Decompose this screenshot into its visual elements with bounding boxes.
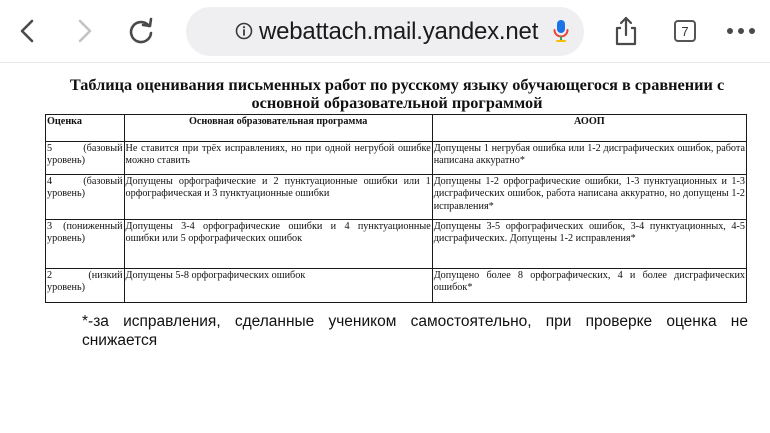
header-aoop: АООП (432, 115, 746, 142)
table-row (46, 142, 747, 175)
share-icon (613, 16, 639, 46)
footnote: *-за исправления, сделанные учеником самостоятельно, при проверке оценка не снижается (82, 313, 748, 349)
table-row (46, 175, 747, 220)
forward-arrow-icon (73, 18, 95, 44)
share-button[interactable] (609, 14, 643, 48)
aoop-cell: Допущено более 8 орфографических, 4 и более дисграфических ошибок* (432, 269, 746, 303)
back-arrow-icon (17, 18, 39, 44)
grade-cell: 4 (базовый уровень) (46, 175, 125, 220)
reload-icon (127, 17, 155, 45)
aoop-cell: Допущены 1-2 орфографические ошибки, 1-3 пунктуационных и 1-3 дисграфических ошибок, работа написана аккуратно, но допущены 1-2 исправления* (432, 175, 746, 220)
main-program-cell: Не ставится при трёх исправлениях, но при одной негрубой ошибке можно ставить (124, 142, 432, 175)
more-icon (726, 27, 756, 35)
back-button[interactable] (11, 14, 45, 48)
microphone-icon[interactable] (553, 19, 569, 45)
main-program-cell: Допущены 5-8 орфографических ошибок (124, 269, 432, 303)
aoop-cell: Допущены 1 негрубая ошибка или 1-2 дисграфических ошибок, работа написана аккуратно* (432, 142, 746, 175)
address-bar[interactable] (186, 7, 584, 56)
grade-cell: 2 (низкий уровень) (46, 269, 125, 303)
header-main-program: Основная образовательная программа (124, 115, 432, 142)
header-grade: Оценка (46, 115, 125, 142)
main-program-cell: Допущены 3-4 орфографические ошибки и 4 пунктуационные ошибки или 5 орфографических ошибок (124, 220, 432, 269)
more-button[interactable] (724, 14, 758, 48)
forward-button[interactable] (67, 14, 101, 48)
tab-count: 7 (681, 23, 689, 39)
table-header-row (46, 115, 747, 142)
tabs-icon (674, 20, 696, 42)
info-icon[interactable] (235, 22, 253, 40)
url-text[interactable]: webattach.mail.yandex.net (259, 18, 539, 45)
aoop-cell: Допущены 3-5 орфографических ошибок, 3-4 пунктуационных, 4-5 дисграфических. Допущены 1-2 исправления* (432, 220, 746, 269)
reload-button[interactable] (124, 14, 158, 48)
grading-table (45, 114, 747, 303)
browser-toolbar (0, 0, 770, 63)
document-page (0, 63, 770, 433)
grade-cell: 5 (базовый уровень) (46, 142, 125, 175)
page-title: Таблица оценивания письменных работ по русскому языку обучающегося в сравнении с основной образовательной программой (69, 75, 725, 112)
table-row (46, 269, 747, 303)
table-row (46, 220, 747, 269)
tabs-button[interactable] (668, 14, 702, 48)
main-program-cell: Допущены орфографические и 2 пунктуационные ошибки или 1 орфографическая и 3 пунктуационные ошибки (124, 175, 432, 220)
grade-cell: 3 (пониженный уровень) (46, 220, 125, 269)
